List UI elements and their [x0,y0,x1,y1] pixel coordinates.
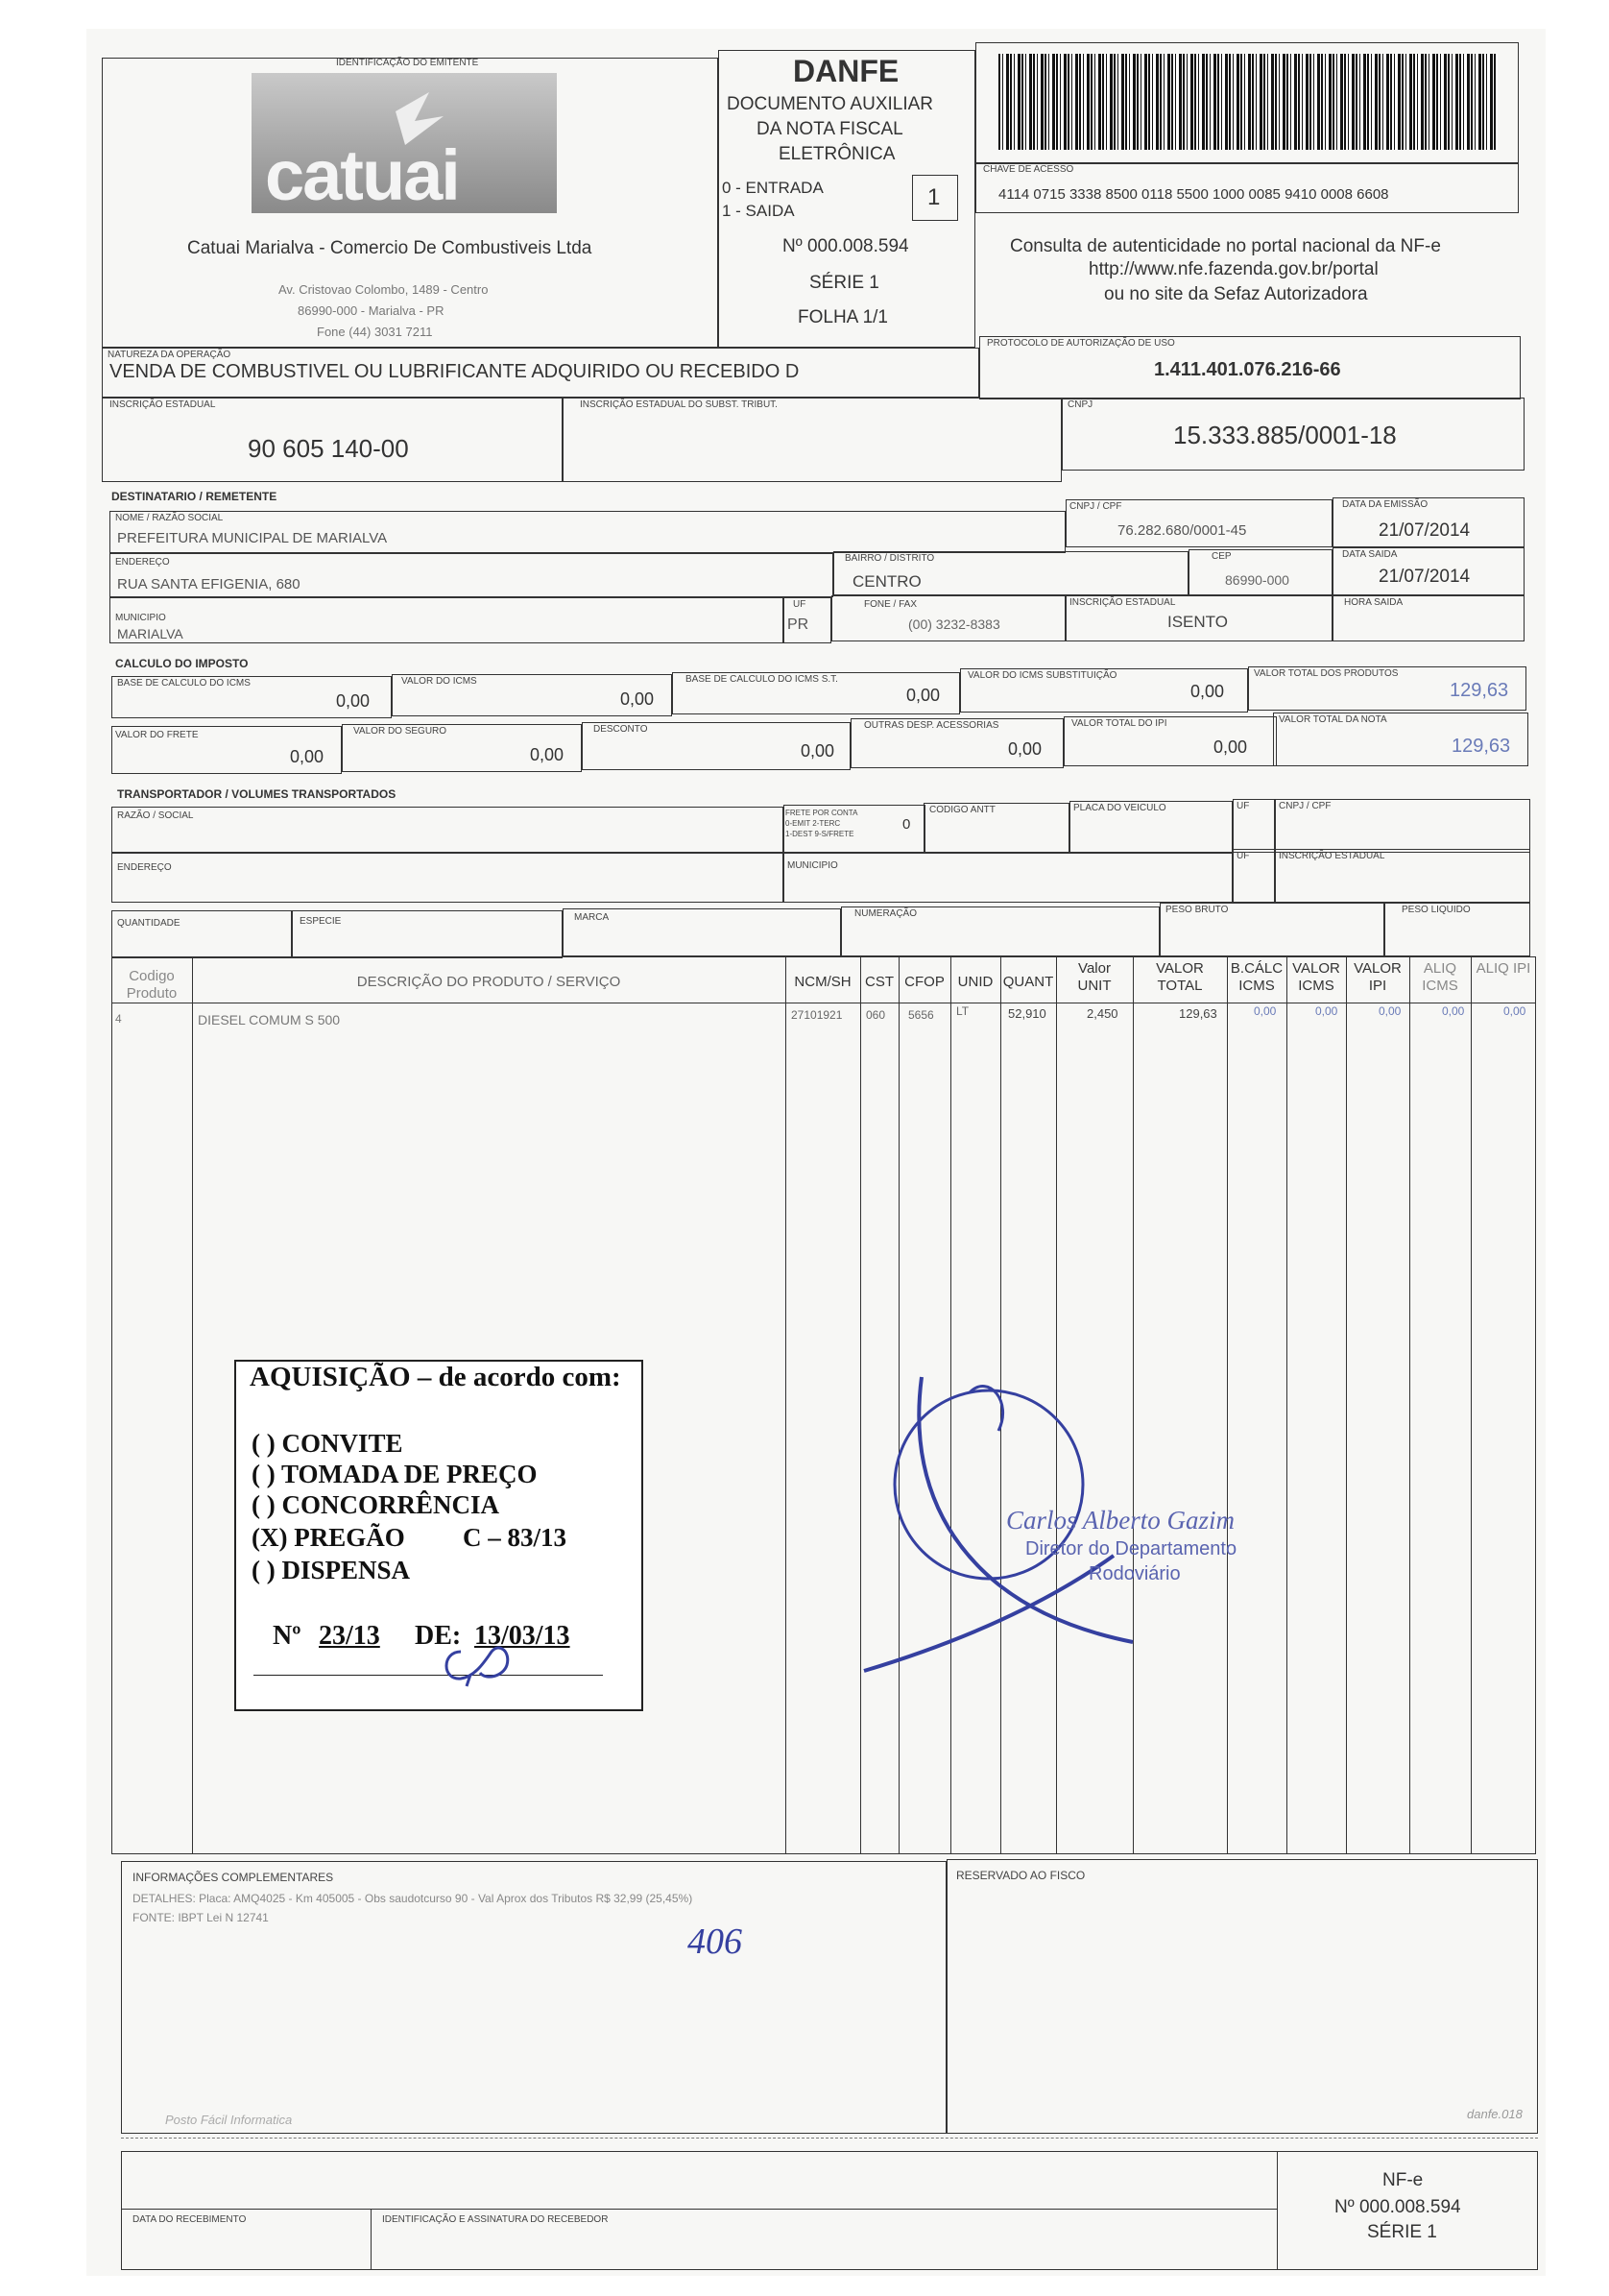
consulta-line-3: ou no site da Sefaz Autorizadora [1104,284,1368,304]
bc-st-value: 0,00 [906,686,941,705]
col-divider [192,956,193,1854]
ie-label: INSCRIÇÃO ESTADUAL [109,399,216,410]
footer-right: danfe.018 [1467,2107,1523,2121]
destinatario-section-title: DESTINATARIO / REMETENTE [111,490,277,503]
chave-label: CHAVE DE ACESSO [983,164,1074,175]
v-st-value: 0,00 [1190,682,1225,701]
stamp-option-concorrencia: ( ) CONCORRÊNCIA [252,1490,499,1519]
transp-uf-label: UF [1237,801,1250,811]
dest-municipio-label: MUNICIPIO [115,613,166,623]
transp-ie-label: INSCRIÇÃO ESTADUAL [1279,851,1385,861]
bc-icms-value: 0,00 [336,691,371,711]
nota-value: 129,63 [1452,736,1511,757]
frete-por-conta-value: 0 [902,816,911,833]
dest-cep-label: CEP [1212,551,1232,562]
stamp-signature-line [253,1675,603,1676]
dest-uf-value: PR [787,616,809,633]
product-aliq-ipi: 0,00 [1503,1004,1526,1018]
entrada-option: 0 - ENTRADA [722,179,824,197]
antt-label: CODIGO ANTT [929,805,996,815]
info-line-2: FONTE: IBPT Lei N 12741 [132,1911,269,1924]
stamp-num-prefix: Nº [273,1621,301,1651]
info-label: INFORMAÇÕES COMPLEMENTARES [132,1871,334,1884]
transportador-section-title: TRANSPORTADOR / VOLUMES TRANSPORTADOS [117,787,396,801]
info-handwritten-number: 406 [687,1921,742,1962]
transp-municipio-label: MUNICIPIO [787,860,838,871]
product-valor-icms: 0,00 [1315,1004,1338,1018]
v-prod-value: 129,63 [1450,680,1509,701]
nf-serie: SÉRIE 1 [809,273,879,293]
product-quant: 52,910 [1008,1006,1046,1021]
consulta-line-1: Consulta de autenticidade no portal nacional da NF-e [1010,236,1441,256]
frete-value: 0,00 [290,747,324,766]
company-name: Catuai Marialva - Comercio De Combustiveis Ltda [187,238,592,258]
dest-nome-value: PREFEITURA MUNICIPAL DE MARIALVA [117,530,388,546]
barcode [998,54,1498,150]
nota-label: VALOR TOTAL DA NOTA [1279,714,1387,725]
col-header-valor-total: VALOR TOTAL [1156,960,1204,994]
dest-endereco-value: RUA SANTA EFIGENIA, 680 [117,576,300,592]
signature-stamp-icon [845,1364,1286,1709]
col-divider [1471,956,1472,1854]
footer-left: Posto Fácil Informatica [165,2113,293,2127]
transp-municipio-box [783,853,1233,903]
col-header-descricao: DESCRIÇÃO DO PRODUTO / SERVIÇO [356,974,621,990]
transp-razao-label: RAZÃO / SOCIAL [117,810,194,821]
canhoto-vdivider [371,2209,372,2270]
danfe-title: DANFE [793,54,900,88]
col-header-aliq-ipi: ALIQ IPI [1476,960,1531,977]
v-icms-value: 0,00 [620,689,655,709]
canhoto-nfe: NF-e [1382,2170,1424,2190]
product-cst: 060 [866,1008,886,1022]
imposto-section-title: CALCULO DO IMPOSTO [115,657,249,670]
stamp-option-dispensa: ( ) DISPENSA [252,1556,411,1584]
canhoto-serie: SÉRIE 1 [1367,2222,1437,2242]
company-address-2: 86990-000 - Marialva - PR [298,303,444,318]
product-valor-unit: 2,450 [1087,1006,1118,1021]
ie-value: 90 605 140-00 [248,434,409,463]
danfe-subtitle-1: DOCUMENTO AUXILIAR [727,94,934,114]
col-header-bc-icms: B.CÁLC ICMS [1230,960,1284,994]
v-icms-label: VALOR DO ICMS [401,676,477,687]
dest-municipio-box [109,597,783,643]
natureza-label: NATUREZA DA OPERAÇÃO [108,350,231,360]
dest-fone-label: FONE / FAX [864,599,918,610]
col-header-quant: QUANT [1002,974,1054,990]
natureza-value: VENDA DE COMBUSTIVEL OU LUBRIFICANTE ADQUIRIDO OU RECEBIDO D [109,361,800,382]
canhoto-assinatura-label: IDENTIFICAÇÃO E ASSINATURA DO RECEBEDOR [382,2214,609,2225]
signature-role-2: Rodoviário [1089,1563,1181,1584]
product-valor-total: 129,63 [1179,1006,1217,1021]
col-header-cfop: CFOP [904,974,945,990]
product-bc-icms: 0,00 [1254,1004,1277,1018]
nf-number: Nº 000.008.594 [782,236,909,256]
dest-cnpj-label: CNPJ / CPF [1069,501,1122,512]
signature-role-1: Diretor do Departamento [1025,1538,1237,1559]
nf-folha: FOLHA 1/1 [798,307,888,327]
ie-st-label: INSCRIÇÃO ESTADUAL DO SUBST. TRIBUT. [580,399,778,410]
data-emissao-value: 21/07/2014 [1379,520,1471,541]
col-header-aliq-icms: ALIQ ICMS [1422,960,1458,994]
reservado-fisco-box [947,1859,1538,2134]
canhoto-divider [121,2209,1277,2210]
v-prod-label: VALOR TOTAL DOS PRODUTOS [1254,668,1399,679]
col-header-ncm: NCM/SH [794,974,852,990]
seguro-label: VALOR DO SEGURO [353,726,447,737]
outras-value: 0,00 [1008,739,1043,759]
ipi-label: VALOR TOTAL DO IPI [1071,718,1167,729]
data-saida-label: DATA SAIDA [1342,549,1398,560]
canhoto-box [121,2151,1538,2270]
col-header-valor-icms: VALOR ICMS [1292,960,1340,994]
dest-ie-value: ISENTO [1167,613,1228,631]
ipi-value: 0,00 [1213,737,1248,757]
protocolo-value: 1.411.401.076.216-66 [1154,359,1341,380]
dest-ie-label: INSCRIÇÃO ESTADUAL [1069,597,1176,608]
dest-bairro-value: CENTRO [853,572,922,591]
cnpj-emitente-label: CNPJ [1068,399,1093,410]
cut-line [121,2138,1538,2139]
company-logo [252,73,557,213]
v-st-label: VALOR DO ICMS SUBSTITUIÇÃO [968,670,1117,681]
saida-option: 1 - SAIDA [722,202,795,220]
desconto-value: 0,00 [801,741,835,761]
seguro-value: 0,00 [530,745,564,764]
stamp-initials-icon [432,1632,518,1690]
protocolo-label: PROTOCOLO DE AUTORIZAÇÃO DE USO [987,338,1175,349]
stamp-de-prefix: DE: [415,1621,462,1651]
bc-st-label: BASE DE CALCULO DO ICMS S.T. [685,674,838,685]
canhoto-numero: Nº 000.008.594 [1334,2197,1461,2217]
stamp-option-tomada: ( ) TOMADA DE PREÇO [252,1460,538,1488]
stamp-option-pregao: (X) PREGÃO [252,1523,405,1552]
data-emissao-label: DATA DA EMISSÃO [1342,499,1429,510]
stamp-num: 23/13 [319,1621,380,1651]
col-header-codigo: Codigo Produto [126,968,178,1002]
desconto-label: DESCONTO [593,724,648,735]
stamp-title: AQUISIÇÃO – de acordo com: [250,1362,621,1392]
logo-text: catuai [265,135,459,215]
especie-label: ESPECIE [300,916,342,927]
product-cfop: 5656 [908,1008,934,1022]
frete-por-conta-label-1: FRETE POR CONTA [785,809,858,817]
company-phone: Fone (44) 3031 7211 [317,325,433,339]
danfe-subtitle-2: DA NOTA FISCAL [756,119,903,139]
col-divider [1409,956,1410,1854]
dest-endereco-label: ENDEREÇO [115,557,170,568]
frete-label: VALOR DO FRETE [115,730,199,740]
col-divider [1286,956,1287,1854]
frete-por-conta-label-3: 1-DEST 9-S/FRETE [785,830,854,838]
dest-bairro-label: BAIRRO / DISTRITO [845,553,935,564]
company-address-1: Av. Cristovao Colombo, 1489 - Centro [278,282,489,297]
col-divider [1346,956,1347,1854]
dest-cep-value: 86990-000 [1225,572,1289,588]
consulta-line-2: http://www.nfe.fazenda.gov.br/portal [1089,259,1379,279]
emitente-label: IDENTIFICAÇÃO DO EMITENTE [336,58,479,68]
cnpj-emitente-value: 15.333.885/0001-18 [1173,421,1397,449]
stamp-option-convite: ( ) CONVITE [252,1429,403,1458]
dest-cnpj-value: 76.282.680/0001-45 [1117,522,1247,539]
product-aliq-icms: 0,00 [1442,1004,1465,1018]
transp-endereco-label: ENDEREÇO [117,862,172,873]
frete-por-conta-label-2: 0-EMIT 2-TERC [785,819,841,828]
peso-liquido-label: PESO LIQUIDO [1402,905,1471,915]
col-header-cst: CST [865,974,894,990]
hora-saida-label: HORA SAIDA [1344,597,1404,608]
bc-icms-label: BASE DE CALCULO DO ICMS [117,678,251,689]
col-header-valor-unit: Valor UNIT [1077,960,1112,994]
canhoto-nfe-divider [1277,2151,1278,2270]
dest-uf-label: UF [793,599,806,610]
transp-endereco-box [111,853,783,903]
signature-name: Carlos Alberto Gazim [1006,1506,1236,1535]
numeracao-label: NUMERAÇÃO [854,908,918,919]
dest-fone-value: (00) 3232-8383 [908,616,1000,632]
chave-value: 4114 0715 3338 8500 0118 5500 1000 0085 9410 0008 6608 [998,186,1389,203]
stamp-pregao-ref: C – 83/13 [463,1523,566,1552]
placa-label: PLACA DO VEICULO [1073,803,1166,813]
dest-nome-label: NOME / RAZÃO SOCIAL [115,513,224,523]
product-unid: LT [956,1004,970,1018]
transp-cnpj-label: CNPJ / CPF [1279,801,1332,811]
transp-razao-box [111,807,783,853]
col-header-unid: UNID [957,974,994,990]
data-saida-value: 21/07/2014 [1379,567,1471,587]
canhoto-data-label: DATA DO RECEBIMENTO [132,2214,247,2225]
col-divider [785,956,786,1854]
marca-label: MARCA [574,912,610,923]
ie-st-box [563,398,1062,482]
dest-municipio-value: MARIALVA [117,626,183,641]
reservado-fisco-label: RESERVADO AO FISCO [956,1869,1086,1882]
stamp-date: 13/03/13 [474,1621,570,1651]
col-header-valor-ipi: VALOR IPI [1354,960,1402,994]
product-descricao: DIESEL COMUM S 500 [198,1012,341,1027]
danfe-subtitle-3: ELETRÔNICA [779,144,896,164]
transp-uf2-label: UF [1237,851,1250,861]
info-line-1: DETALHES: Placa: AMQ4025 - Km 405005 - Obs saudotcurso 90 - Val Aprox dos Tributos R$ 32,99 (25,45%) [132,1892,693,1905]
tipo-value: 1 [927,184,941,210]
peso-bruto-label: PESO BRUTO [1165,905,1229,915]
product-codigo: 4 [115,1012,122,1026]
quantidade-label: QUANTIDADE [117,918,180,929]
outras-label: OUTRAS DESP. ACESSORIAS [864,720,999,731]
product-ncm: 27101921 [791,1008,843,1022]
product-valor-ipi: 0,00 [1379,1004,1402,1018]
